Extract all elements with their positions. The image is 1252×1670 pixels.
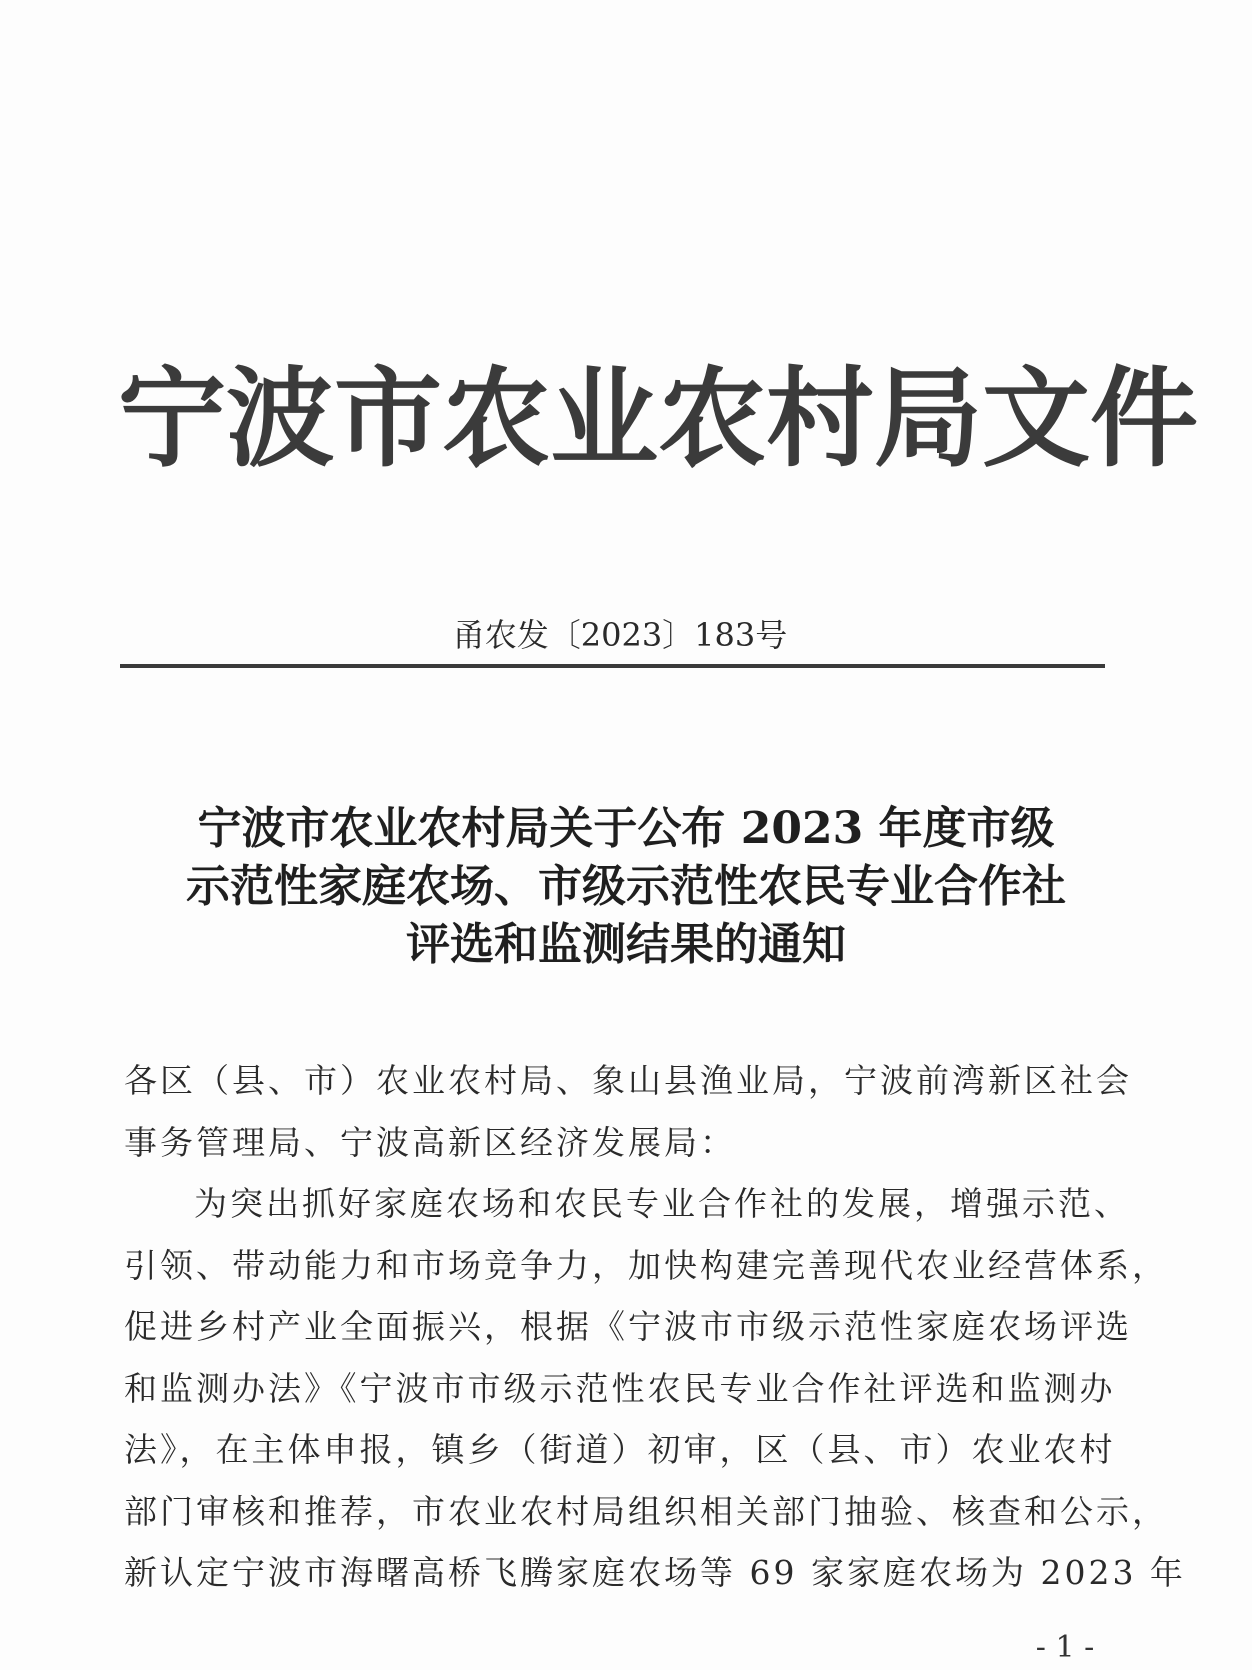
addressee-line: 事务管理局、宁波高新区经济发展局：	[124, 1122, 736, 1162]
paragraph-line: 和监测办法》《宁波市市级示范性农民专业合作社评选和监测办	[124, 1368, 1116, 1408]
paragraph-line: 促进乡村产业全面振兴，根据《宁波市市级示范性家庭农场评选	[124, 1307, 1132, 1346]
notice-title-line: 评选和监测结果的通知	[406, 919, 846, 970]
paragraph-line: 新认定宁波市海曙高桥飞腾家庭农场等 69 家家庭农场为 2023 年	[124, 1553, 1186, 1592]
addressee-line: 各区（县、市）农业农村局、象山县渔业局，宁波前湾新区社会	[124, 1061, 1132, 1100]
body-text	[124, 1050, 1186, 1604]
paragraph-line: 部门审核和推荐，市农业农村局组织相关部门抽验、核查和公示，	[124, 1491, 1168, 1531]
page-number: - 1 -	[1035, 1630, 1095, 1665]
paragraph-line: 引领、带动能力和市场竞争力，加快构建完善现代农业经营体系，	[124, 1245, 1168, 1285]
document-number: 甬农发〔2023〕183号	[452, 616, 788, 654]
notice-title	[100, 800, 1152, 974]
notice-title-line: 示范性家庭农场、市级示范性农民专业合作社	[186, 861, 1066, 912]
paragraph-line: 为突出抓好家庭农场和农民专业合作社的发展，增强示范、	[194, 1184, 1130, 1223]
header-divider	[120, 664, 1105, 668]
issuer-header: 宁波市农业农村局文件	[118, 357, 1199, 482]
notice-title-line: 宁波市农业农村局关于公布 2023 年度市级	[197, 803, 1055, 854]
paragraph-line: 法》，在主体申报，镇乡（街道）初审，区（县、市）农业农村	[124, 1430, 1116, 1469]
